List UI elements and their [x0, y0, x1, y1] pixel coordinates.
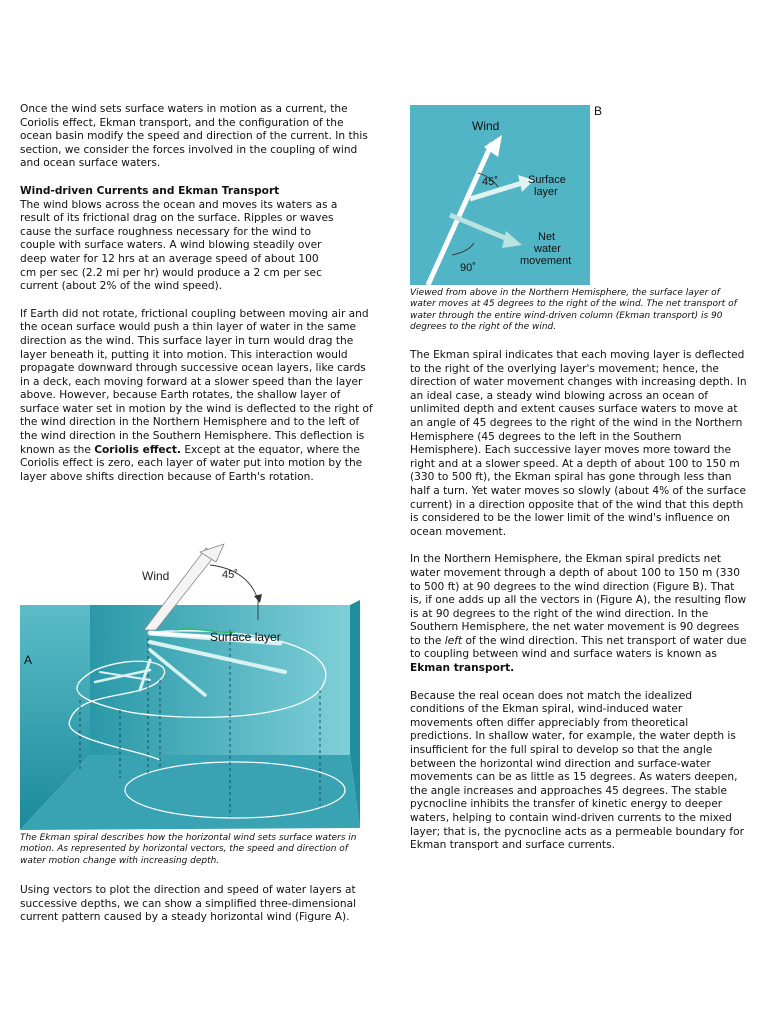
figure-a-label: A: [24, 653, 33, 667]
wind-label: Wind: [142, 569, 170, 583]
coriolis-text-2: Except at the equator, where the Coriolis effect is zero, each layer of water put into motion by the layer above shifts direction because of Earth's rotation.: [20, 443, 363, 483]
vectors-paragraph: Using vectors to plot the direction and speed of water layers at successive depths, we can show a simplified three-dimensional current pattern caused by a steady horizontal wind (Figure A).: [20, 884, 357, 924]
surface-layer-label: Surface layer: [210, 630, 281, 644]
angle45-label: 45˚: [482, 176, 498, 188]
real-ocean-paragraph: Because the real ocean does not match the idealized conditions of the Ekman spiral, wind-induced water movements often differ appreciably from theoretical predictions. In shallow water, for example, the water depth is insufficient for the full spiral to develop so that the angle between the horizontal wind direction and surface-water movements can be as little as 15 degrees. As waters deepen, the angle increases and approaches 45 degrees. The stable pycnocline inhibits the transfer of kinetic energy to deeper waters, helping to contain wind-driven currents to the mixed layer; that is, the pycnocline acts as a permeable boundary for Ekman transport and surface currents.: [410, 689, 744, 852]
figure-a-caption: The Ekman spiral describes how the horizontal wind sets surface waters in motion. As represented by horizontal vectors, the speed and direction of water motion change with increasing depth.: [20, 833, 357, 866]
figure-a: [20, 540, 380, 830]
intro-paragraph: Once the wind sets surface waters in motion as a current, the Coriolis effect, Ekman transport, and the configuration of the ocean basin modify the speed and direction of the current. In this section, we consider the forces involved in the coupling of wind and ocean surface waters.: [20, 103, 368, 170]
back-wall: [90, 605, 350, 755]
coriolis-text-1: If Earth did not rotate, frictional coupling between moving air and the ocean surface would push a thin layer of water in the same direction as the wind. This surface layer in turn would drag the layer beneath it, putting it into motion. This interaction would propagate downward through successive ocean layers, like cards in a deck, each moving forward at a slower speed than the layer above. However, because Earth rotates, the shallow layer of surface water set in motion by the wind is deflected to the right of the wind direction in the Northern Hemisphere and to the left of the wind direction in the Southern Hemisphere. This deflection is known as the: [20, 307, 373, 456]
net-label-3: movement: [520, 255, 572, 267]
surface-label-2: layer: [534, 186, 558, 198]
ekman-transport-paragraph: [410, 553, 748, 675]
wind-label-b: Wind: [472, 119, 500, 133]
left-column: [20, 103, 376, 498]
ekman-spiral-diagram: [20, 540, 380, 830]
wind-paragraph: The wind blows across the ocean and moves its waters as a result of its frictional drag on the surface. Ripples or waves cause the surface roughness necessary for the wind to couple with surface waters. A wind blowing steadily over deep water for 12 hrs at an average speed of about 100 cm per sec (2.2 mi per hr) would produce a 2 cm per sec current (about 2% of the wind speed).: [20, 198, 338, 293]
transport-text-1: In the Northern Hemisphere, the Ekman spiral predicts net water movement through a depth of about 100 to 150 m (330 to 500 ft) at 90 degrees to the wind direction (Figure B). That is, if one adds up all the vectors in (Figure A), the resulting flow is at 90 degrees to the right of the wind direction. In the Southern Hemisphere, the net water movement is 90 degrees to the: [410, 553, 747, 647]
ekman-transport-diagram: [410, 105, 610, 285]
coriolis-term: Coriolis effect.: [94, 443, 181, 456]
ekman-transport-term: Ekman transport.: [410, 662, 515, 675]
figure-b-caption: Viewed from above in the Northern Hemisphere, the surface layer of water moves at 45 degrees to the right of the wind. The net transport of water through the entire wind-driven column (Ekman transport) is 90 degrees to the right of the wind.: [410, 288, 737, 333]
net-label-2: water: [534, 243, 561, 255]
figure-b: [410, 105, 610, 285]
right-column: [410, 349, 748, 867]
wind-driven-section: [20, 185, 338, 294]
figure-b-label: B: [594, 104, 603, 118]
surface-label-1: Surface: [528, 174, 566, 186]
left-column-bottom: [20, 884, 376, 939]
ekman-spiral-paragraph: The Ekman spiral indicates that each moving layer is deflected to the right of the overlying layer's movement; hence, the direction of water movement changes with increasing depth. In an ideal case, a steady wind blowing across an ocean of unlimited depth and extent causes surface waters to move at an angle of 45 degrees to the right of the wind in the Northern Hemisphere (45 degrees to the left in the Southern Hemisphere). Each successive layer moves more toward the right and at a slower speed. At a depth of about 100 to 150 m (330 to 500 ft), the Ekman spiral has gone through less than half a turn. Yet water moves so slowly (about 4% of the surface current) in a direction opposite that of the wind that this depth is considered to be the lower limit of the wind's influence on ocean movement.: [410, 349, 747, 538]
angle90-label: 90˚: [460, 262, 476, 274]
transport-text-2: of the wind direction. This net transport of water due to coupling between wind and surface waters is known as: [410, 634, 747, 661]
net-label-1: Net: [538, 231, 556, 243]
section-heading: Wind-driven Currents and Ekman Transport: [20, 184, 280, 197]
transport-italic: left: [444, 634, 463, 647]
angle-label: 45˚: [222, 569, 238, 581]
coriolis-paragraph: [20, 308, 376, 485]
